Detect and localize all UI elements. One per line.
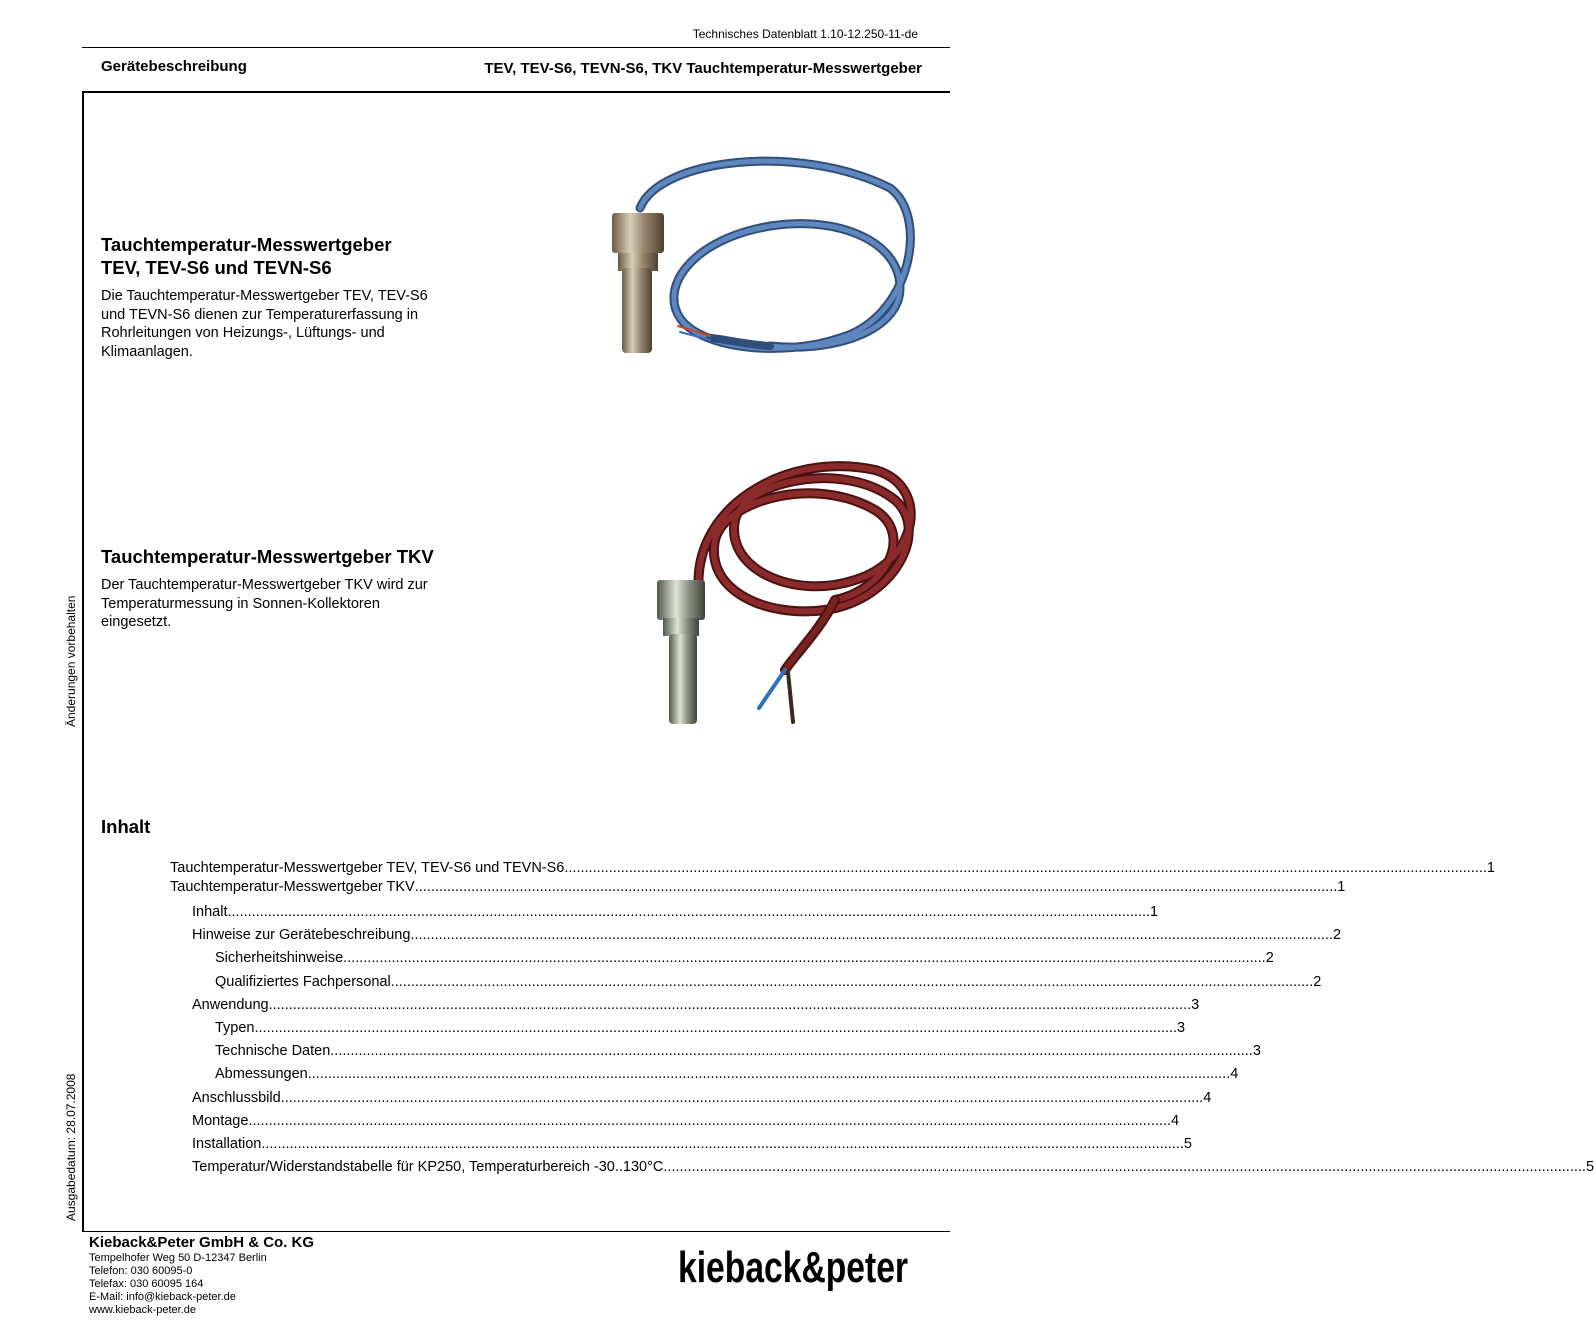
toc-entry-title: Installation bbox=[192, 1135, 262, 1152]
company-contact bbox=[89, 1252, 267, 1317]
toc-leader-dots bbox=[564, 859, 1487, 878]
toc-entry[interactable] bbox=[192, 1156, 1594, 1179]
product-heading: TEV, TEV-S6, TEVN-S6, TKV Tauchtemperatur-Messwertgeber bbox=[484, 60, 922, 77]
sensor-tkv-image bbox=[645, 450, 920, 735]
company-email[interactable]: E-Mail: info@kieback-peter.de bbox=[89, 1291, 236, 1303]
section1-title-line1: Tauchtemperatur-Messwertgeber bbox=[101, 234, 392, 255]
sensor-fitting bbox=[657, 580, 705, 724]
toc-entry[interactable] bbox=[215, 1063, 1239, 1086]
toc-entry-title: Temperatur/Widerstandstabelle für KP250, Temperaturbereich -30..130°C bbox=[192, 1159, 664, 1176]
toc-entry-page: 5 bbox=[1585, 1159, 1594, 1176]
section1-title-line2: TEV, TEV-S6 und TEVN-S6 bbox=[101, 257, 332, 278]
toc-leader-dots bbox=[261, 1133, 1184, 1156]
company-website[interactable]: www.kieback-peter.de bbox=[89, 1304, 196, 1316]
company-name: Kieback&Peter GmbH & Co. KG bbox=[89, 1234, 315, 1251]
company-address: Tempelhofer Weg 50 D-12347 Berlin bbox=[89, 1252, 267, 1264]
toc-entry-page: 4 bbox=[1230, 1066, 1239, 1083]
toc-entry-title: Qualifiziertes Fachpersonal bbox=[215, 973, 391, 990]
toc-entry-title: Abmessungen bbox=[215, 1066, 308, 1083]
toc-entry-page: 3 bbox=[1191, 996, 1200, 1013]
issue-date: Ausgabedatum: 28.07.2008 bbox=[64, 1073, 78, 1221]
toc-entry-page: 4 bbox=[1170, 1112, 1180, 1129]
document-reference: Technisches Datenblatt 1.10-12.250-11-de bbox=[692, 27, 918, 41]
red-cable bbox=[698, 466, 910, 722]
toc-entry-page: 3 bbox=[1177, 1019, 1186, 1036]
toc-leader-dots bbox=[308, 1063, 1231, 1086]
toc-entry-title: Sicherheitshinweise bbox=[215, 950, 344, 967]
toc-entry-title: Montage bbox=[192, 1112, 249, 1129]
left-margin-line bbox=[82, 91, 84, 1232]
toc-entry[interactable] bbox=[192, 1133, 1192, 1156]
section2-description bbox=[101, 576, 428, 632]
toc-leader-dots bbox=[281, 1087, 1204, 1110]
company-fax: Telefax: 030 60095 164 bbox=[89, 1278, 204, 1290]
toc-entry-title: Anschlussbild bbox=[192, 1089, 281, 1106]
header-rule-thick bbox=[82, 91, 950, 93]
toc-entry-title: Tauchtemperatur-Messwertgeber TEV, TEV-S6 und TEVN-S6 bbox=[170, 860, 565, 876]
toc-entry-page: 2 bbox=[1313, 973, 1322, 990]
section1-text-line: Klimaanlagen. bbox=[101, 343, 193, 360]
section2-text-line: Temperaturmessung in Sonnen-Kollektoren bbox=[101, 595, 380, 612]
toc-leader-dots bbox=[227, 901, 1150, 924]
toc-entry-title: Hinweise zur Gerätebeschreibung bbox=[192, 927, 411, 944]
toc-entry-page: 1 bbox=[1486, 860, 1495, 876]
toc-leader-dots bbox=[248, 1110, 1171, 1133]
logo-wordmark: kieback&peter bbox=[678, 1243, 908, 1292]
section2-text-line: Der Tauchtemperatur-Messwertgeber TKV wird zur bbox=[101, 577, 428, 593]
toc-leader-dots bbox=[415, 878, 1338, 897]
toc-entry-title: Inhalt bbox=[192, 904, 228, 920]
kieback-peter-logo bbox=[678, 1242, 910, 1292]
toc-entry[interactable] bbox=[192, 901, 1159, 924]
toc-leader-dots bbox=[255, 1017, 1178, 1040]
toc-entry-page: 1 bbox=[1337, 879, 1346, 895]
toc-entry-page: 2 bbox=[1332, 927, 1342, 944]
toc-entry[interactable] bbox=[192, 994, 1200, 1017]
blue-cable bbox=[640, 161, 910, 348]
toc-entry[interactable] bbox=[215, 1040, 1261, 1063]
toc-entry-page: 5 bbox=[1183, 1135, 1192, 1152]
section2-title: Tauchtemperatur-Messwertgeber TKV bbox=[101, 546, 434, 567]
company-phone: Telefon: 030 60095-0 bbox=[89, 1265, 193, 1277]
sensor-fitting bbox=[612, 213, 664, 353]
toc-entry-title: Technische Daten bbox=[215, 1043, 331, 1060]
toc-leader-dots bbox=[330, 1040, 1253, 1063]
toc-entry[interactable] bbox=[170, 859, 1495, 878]
section2-text-line: eingesetzt. bbox=[101, 614, 172, 630]
section-heading: Gerätebeschreibung bbox=[101, 58, 247, 75]
toc-entry[interactable] bbox=[192, 924, 1342, 947]
toc-entry-page: 2 bbox=[1265, 950, 1274, 967]
footer-rule bbox=[82, 1231, 950, 1232]
header-rule bbox=[82, 47, 950, 48]
section1-text-line: und TEVN-S6 dienen zur Temperaturerfassung in bbox=[101, 306, 419, 323]
toc-entry[interactable] bbox=[215, 971, 1322, 994]
section1-text-line: Rohrleitungen von Heizungs-, Lüftungs- und bbox=[101, 325, 385, 341]
toc-entry[interactable] bbox=[192, 1087, 1212, 1110]
toc-leader-dots bbox=[391, 971, 1314, 994]
toc-title: Inhalt bbox=[101, 816, 151, 837]
section1-text-line: Die Tauchtemperatur-Messwertgeber TEV, TEV-S6 bbox=[101, 288, 428, 304]
toc-entry[interactable] bbox=[215, 1017, 1186, 1040]
toc-entry-page: 4 bbox=[1203, 1089, 1212, 1106]
toc-entry-title: Tauchtemperatur-Messwertgeber TKV bbox=[170, 879, 415, 895]
toc-entry[interactable] bbox=[215, 947, 1274, 970]
sensor-tev-image bbox=[600, 148, 920, 370]
toc-entry[interactable] bbox=[192, 1110, 1180, 1133]
toc-leader-dots bbox=[269, 994, 1192, 1017]
section1-description bbox=[101, 287, 428, 361]
toc-entry-title: Typen bbox=[215, 1019, 255, 1036]
toc-entry-page: 1 bbox=[1150, 904, 1159, 920]
toc-leader-dots bbox=[343, 947, 1266, 970]
table-of-contents bbox=[170, 859, 1594, 1179]
changes-reserved-note: Änderungen vorbehalten bbox=[64, 595, 78, 727]
toc-leader-dots bbox=[663, 1156, 1586, 1179]
toc-entry[interactable] bbox=[170, 878, 1346, 897]
toc-leader-dots bbox=[410, 924, 1333, 947]
section1-title bbox=[101, 233, 392, 279]
toc-entry-page: 3 bbox=[1252, 1043, 1261, 1060]
toc-entry-title: Anwendung bbox=[192, 996, 269, 1013]
